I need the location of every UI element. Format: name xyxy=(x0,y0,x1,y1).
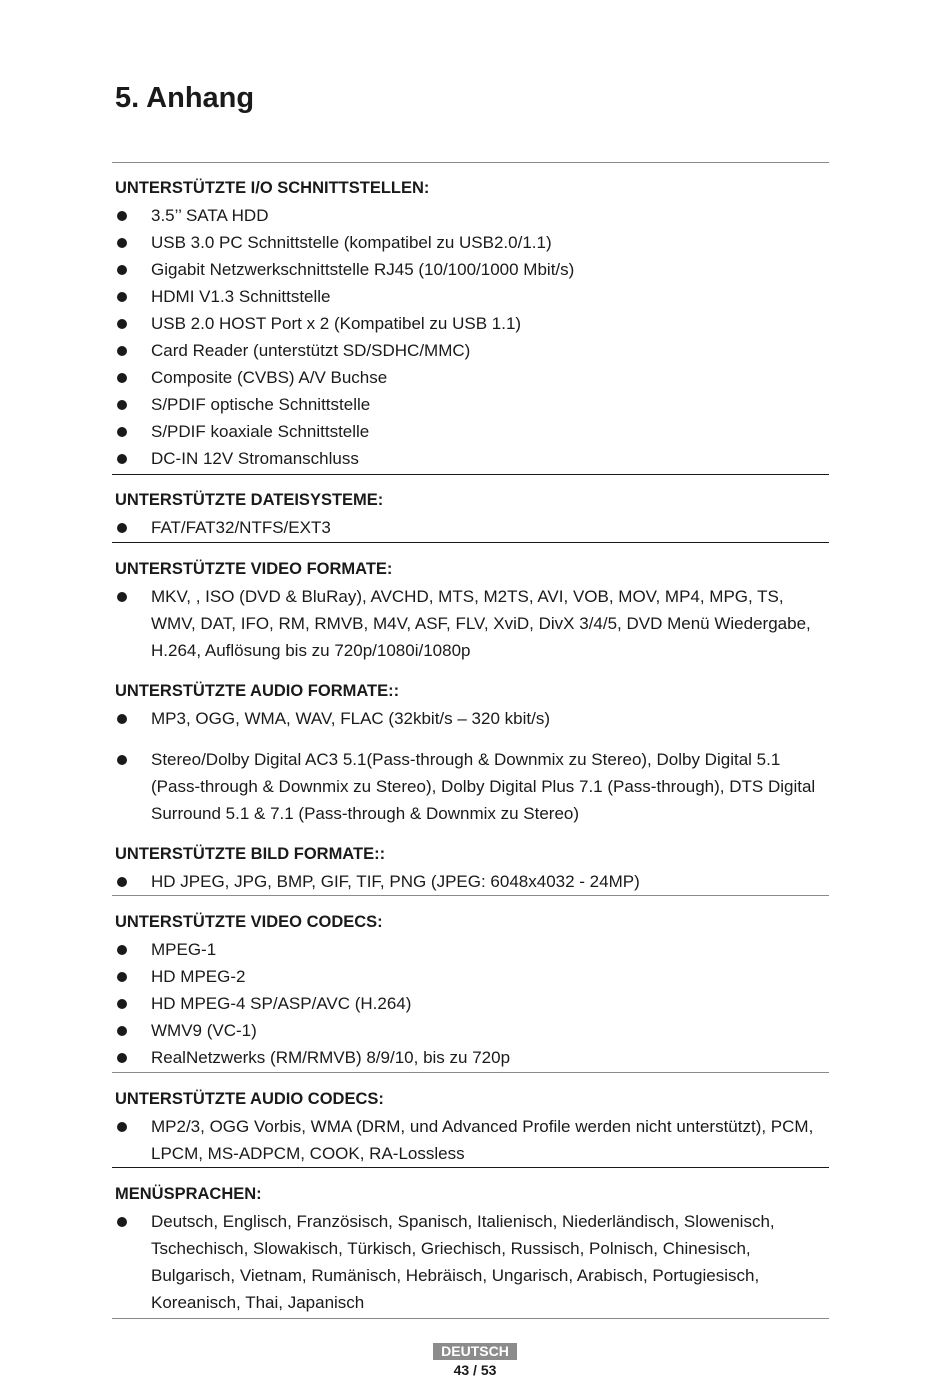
list-item-text: MP2/3, OGG Vorbis, WMA (DRM, und Advanced Profile werden nicht unterstützt), PCM, LPCM, MS-ADPCM, COOK, RA-Lossless xyxy=(151,1117,814,1163)
list-item xyxy=(115,746,827,827)
page-title: 5. Anhang xyxy=(115,82,255,114)
section-filesystems xyxy=(115,487,827,541)
list-item-text: HD MPEG-4 SP/ASP/AVC (H.264) xyxy=(151,994,412,1013)
item-list xyxy=(115,514,827,541)
bullet-icon xyxy=(117,945,127,955)
bullet-icon xyxy=(117,592,127,602)
bullet-icon xyxy=(117,319,127,329)
item-list xyxy=(115,202,827,472)
bullet-icon xyxy=(117,972,127,982)
bullet-icon xyxy=(117,454,127,464)
bullet-icon xyxy=(117,238,127,248)
item-list xyxy=(115,1208,827,1316)
list-item xyxy=(115,283,827,310)
list-item xyxy=(115,418,827,445)
divider xyxy=(112,895,829,896)
list-item-text: HD MPEG-2 xyxy=(151,967,246,986)
list-item-text: HD JPEG, JPG, BMP, GIF, TIF, PNG (JPEG: 6048x4032 - 24MP) xyxy=(151,872,640,891)
item-list xyxy=(115,936,827,1071)
list-item xyxy=(115,1044,827,1071)
bullet-icon xyxy=(117,265,127,275)
list-item-text: 3.5’’ SATA HDD xyxy=(151,206,269,225)
bullet-icon xyxy=(117,523,127,533)
item-list xyxy=(115,868,827,895)
divider xyxy=(112,542,829,543)
list-item-text: Card Reader (unterstützt SD/SDHC/MMC) xyxy=(151,341,471,360)
list-item xyxy=(115,936,827,963)
bullet-icon xyxy=(117,373,127,383)
section-menu-languages xyxy=(115,1181,827,1316)
bullet-icon xyxy=(117,1217,127,1227)
section-heading: UNTERSTÜTZTE DATEISYSTEME: xyxy=(115,491,384,509)
divider xyxy=(112,474,829,475)
list-item-text: Deutsch, Englisch, Französisch, Spanisch, Italienisch, Niederländisch, Slowenisch, Tschechisch, Slowakisch, Türkisch, Griechisch, Russisch, Polnisch, Chinesisch, Bulgarisch, Vietnam, Rumänisch, Hebräisch, Ungarisch, Arabisch, Portugiesisch, Koreanisch, Thai, Japanisch xyxy=(151,1212,775,1312)
item-list xyxy=(115,583,827,664)
list-item-text: HDMI V1.3 Schnittstelle xyxy=(151,287,331,306)
bullet-icon xyxy=(117,211,127,221)
bullet-icon xyxy=(117,1026,127,1036)
bullet-icon xyxy=(117,1053,127,1063)
list-item-text: RealNetzwerks (RM/RMVB) 8/9/10, bis zu 720p xyxy=(151,1048,511,1067)
section-audio-codecs xyxy=(115,1086,827,1167)
list-item xyxy=(115,229,827,256)
list-item-text: USB 3.0 PC Schnittstelle (kompatibel zu USB2.0/1.1) xyxy=(151,233,552,252)
divider xyxy=(112,1318,829,1319)
section-video-formats xyxy=(115,556,827,664)
list-item xyxy=(115,1017,827,1044)
list-item xyxy=(115,583,827,664)
list-item xyxy=(115,445,827,472)
list-item xyxy=(115,337,827,364)
list-item xyxy=(115,705,827,732)
section-heading: MENÜSPRACHEN: xyxy=(115,1185,262,1203)
list-item-text: USB 2.0 HOST Port x 2 (Kompatibel zu USB 1.1) xyxy=(151,314,522,333)
bullet-icon xyxy=(117,400,127,410)
list-item-text: WMV9 (VC-1) xyxy=(151,1021,257,1040)
language-badge: DEUTSCH xyxy=(433,1343,517,1360)
item-list xyxy=(115,1113,827,1167)
list-item-text: S/PDIF koaxiale Schnittstelle xyxy=(151,422,370,441)
list-item xyxy=(115,256,827,283)
list-item xyxy=(115,364,827,391)
section-heading: UNTERSTÜTZTE I/O SCHNITTSTELLEN: xyxy=(115,179,430,197)
list-item-text: Stereo/Dolby Digital AC3 5.1(Pass-through & Downmix zu Stereo), Dolby Digital 5.1 (Pass-through & Downmix zu Stereo), Dolby Digital Plus 7.1 (Pass-through), DTS Digital Surround 5.1 & 7.1 (Pass-through & Downmix zu Stereo) xyxy=(151,750,816,823)
divider xyxy=(112,1072,829,1073)
bullet-icon xyxy=(117,427,127,437)
list-item xyxy=(115,868,827,895)
bullet-icon xyxy=(117,346,127,356)
list-item xyxy=(115,202,827,229)
section-heading: UNTERSTÜTZTE VIDEO CODECS: xyxy=(115,913,383,931)
section-audio-formats xyxy=(115,678,827,827)
list-item-text: MPEG-1 xyxy=(151,940,217,959)
section-video-codecs xyxy=(115,909,827,1071)
list-item-text: Gigabit Netzwerkschnittstelle RJ45 (10/100/1000 Mbit/s) xyxy=(151,260,575,279)
page-number: 43 / 53 xyxy=(453,1362,497,1378)
bullet-icon xyxy=(117,714,127,724)
list-item xyxy=(115,1208,827,1316)
section-heading: UNTERSTÜTZTE VIDEO FORMATE: xyxy=(115,560,393,578)
section-image-formats xyxy=(115,841,827,895)
bullet-icon xyxy=(117,999,127,1009)
list-item xyxy=(115,310,827,337)
bullet-icon xyxy=(117,292,127,302)
section-heading: UNTERSTÜTZTE AUDIO FORMATE:: xyxy=(115,682,400,700)
list-item-text: S/PDIF optische Schnittstelle xyxy=(151,395,371,414)
list-item xyxy=(115,1113,827,1167)
item-list xyxy=(115,705,827,827)
list-item-text: DC-IN 12V Stromanschluss xyxy=(151,449,359,468)
divider xyxy=(112,1167,829,1168)
list-item xyxy=(115,391,827,418)
divider xyxy=(112,162,829,163)
list-item xyxy=(115,990,827,1017)
list-item xyxy=(115,514,827,541)
list-item xyxy=(115,963,827,990)
section-io-interfaces xyxy=(115,175,827,472)
section-heading: UNTERSTÜTZTE AUDIO CODECS: xyxy=(115,1090,384,1108)
list-item-text: MKV, , ISO (DVD & BluRay), AVCHD, MTS, M2TS, AVI, VOB, MOV, MP4, MPG, TS, WMV, DAT, IFO, RM, RMVB, M4V, ASF, FLV, XviD, DivX 3/4/5, DVD Menü Wiedergabe, H.264, Auflösung bis zu 720p/1080i/1080p xyxy=(151,587,811,660)
list-item-text: MP3, OGG, WMA, WAV, FLAC (32kbit/s – 320 kbit/s) xyxy=(151,709,550,728)
list-item-text: FAT/FAT32/NTFS/EXT3 xyxy=(151,518,331,537)
page-footer xyxy=(0,1343,950,1379)
bullet-icon xyxy=(117,877,127,887)
section-heading: UNTERSTÜTZTE BILD FORMATE:: xyxy=(115,845,386,863)
bullet-icon xyxy=(117,755,127,765)
list-item-text: Composite (CVBS) A/V Buchse xyxy=(151,368,388,387)
bullet-icon xyxy=(117,1122,127,1132)
